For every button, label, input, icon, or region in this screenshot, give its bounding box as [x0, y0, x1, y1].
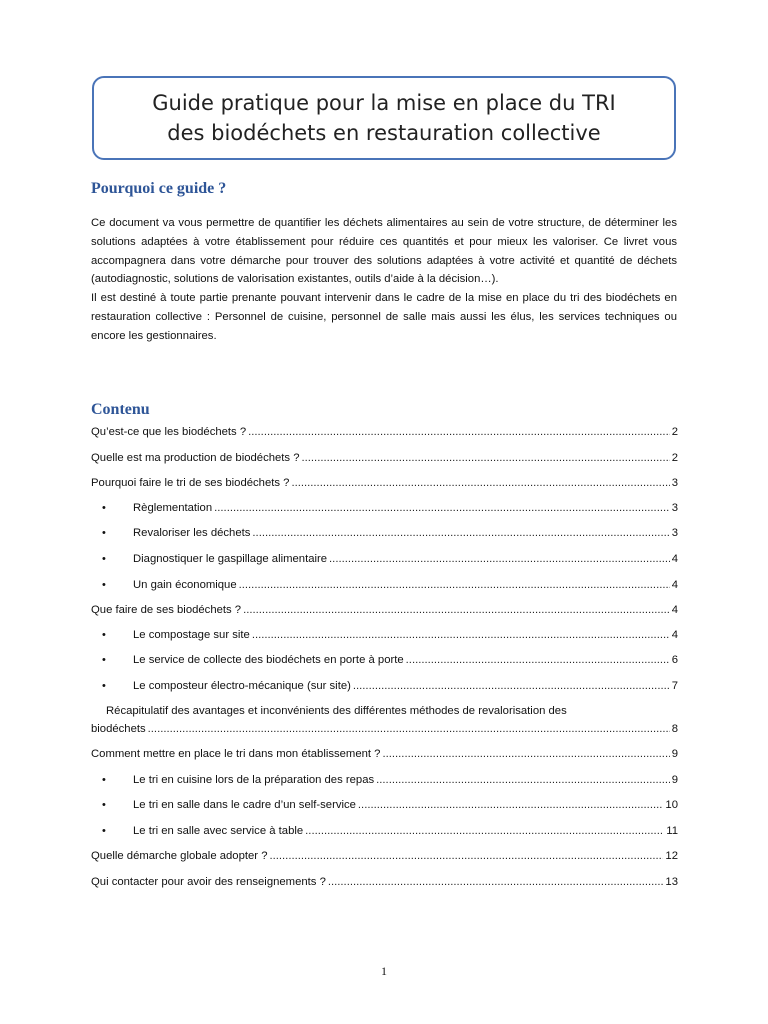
bullet-icon: • [102, 579, 106, 591]
toc-leader [305, 822, 664, 840]
toc-leader [406, 651, 670, 669]
toc-entry-label: Revaloriser les déchets [133, 527, 251, 539]
toc-leader [353, 677, 670, 695]
toc-entry[interactable] [91, 847, 678, 865]
intro-paragraph: Ce document va vous permettre de quantifier les déchets alimentaires au sein de votre structure, de déterminer les solutions adaptées à votre établissement pour réduire ces quantités et pour mieux les valoriser. Ce livret vous accompagnera dans votre démarche pour trouver des solutions adaptées à votre activité et quantité de déchets (autodiagnostic, solutions de valorisation existantes, outils d’aide à la décision…). [91, 217, 677, 286]
intro-paragraph: Il est destiné à toute partie prenante pouvant intervenir dans le cadre de la mise en place du tri des biodéchets en restauration collective : Personnel de cuisine, personnel de salle mais aussi les élus, les services techniques ou encore les gestionnaires. [91, 292, 677, 342]
bullet-icon: • [102, 654, 106, 666]
toc-entry[interactable] [91, 474, 678, 492]
toc-page-number: 6 [671, 654, 678, 666]
bullet-icon: • [102, 799, 106, 811]
toc-entry-label: biodéchets [91, 723, 146, 735]
toc-entry-label: Que faire de ses biodéchets ? [91, 604, 242, 616]
bullet-icon: • [102, 553, 106, 565]
toc-entry-label-line-1[interactable]: Récapitulatif des avantages et inconvénients des différentes méthodes de revalorisation des [106, 705, 567, 717]
document-title-line-2: des biodéchets en restauration collective [167, 121, 601, 145]
toc-entry-label: Le tri en salle avec service à table [133, 825, 304, 837]
toc-leader [358, 796, 664, 814]
toc-sub-entry[interactable] [102, 524, 678, 542]
toc-page-number: 3 [671, 477, 678, 489]
bullet-icon: • [102, 774, 106, 786]
toc-entry-label: Le tri en salle dans le cadre d’un self-service [133, 799, 356, 811]
toc-leader [382, 745, 669, 763]
intro-text [91, 214, 677, 346]
toc-page-number: 11 [666, 825, 678, 837]
toc-leader [239, 576, 670, 594]
toc-sub-entry[interactable] [102, 796, 678, 814]
toc-page-number: 10 [665, 799, 678, 811]
toc-sub-entry[interactable] [102, 771, 678, 789]
bullet-icon: • [102, 527, 106, 539]
toc-page-number: 7 [671, 680, 678, 692]
toc-entry-label: Le service de collecte des biodéchets en porte à porte [133, 654, 404, 666]
toc-entry-label: Diagnostiquer le gaspillage alimentaire [133, 553, 328, 565]
toc-page-number: 13 [665, 876, 678, 888]
toc-leader [252, 524, 669, 542]
toc-page-number: 4 [671, 553, 678, 565]
toc-entry-label: Qu’est-ce que les biodéchets ? [91, 426, 247, 438]
toc-leader [148, 720, 670, 738]
toc-sub-entry[interactable] [102, 822, 678, 840]
toc-leader [291, 474, 669, 492]
toc-leader [214, 499, 670, 517]
toc-leader [328, 873, 664, 891]
bullet-icon: • [102, 825, 106, 837]
toc-entry-label: Pourquoi faire le tri de ses biodéchets ? [91, 477, 290, 489]
toc-entry-label: Le tri en cuisine lors de la préparation des repas [133, 774, 375, 786]
toc-page-number: 8 [671, 723, 678, 735]
toc-leader [329, 550, 670, 568]
toc-page-number: 2 [671, 452, 678, 464]
document-title-line-1: Guide pratique pour la mise en place du TRI [152, 91, 616, 115]
page-number: 1 [381, 964, 387, 978]
toc-sub-entry[interactable] [102, 499, 678, 517]
toc-page-number: 9 [671, 748, 678, 760]
toc-entry-label: Le composteur électro-mécanique (sur site) [133, 680, 351, 692]
toc-sub-entry[interactable] [102, 626, 678, 644]
toc-page-number: 12 [665, 850, 678, 862]
toc-page-number: 4 [671, 629, 678, 641]
toc-page-number: 2 [671, 426, 678, 438]
bullet-icon: • [102, 680, 106, 692]
toc-sub-entry[interactable] [102, 677, 678, 695]
toc-leader [302, 449, 670, 467]
toc-entry-label: Un gain économique [133, 579, 237, 591]
toc-entry-label: Qui contacter pour avoir des renseignements ? [91, 876, 326, 888]
toc-entry-label: Règlementation [133, 502, 213, 514]
toc-page-number: 4 [671, 604, 678, 616]
toc-entry[interactable] [91, 423, 678, 441]
toc-page-number: 3 [671, 502, 678, 514]
toc-entry-label: Comment mettre en place le tri dans mon établissement ? [91, 748, 381, 760]
bullet-icon: • [102, 629, 106, 641]
toc-entry[interactable] [91, 449, 678, 467]
toc-entry-label: Le compostage sur site [133, 629, 250, 641]
why-heading: Pourquoi ce guide ? [91, 180, 227, 197]
toc-entry[interactable] [91, 873, 678, 891]
toc-leader [243, 601, 670, 619]
toc-leader [376, 771, 670, 789]
toc-leader [269, 847, 663, 865]
toc-entry-label: Quelle démarche globale adopter ? [91, 850, 268, 862]
toc-page-number: 3 [671, 527, 678, 539]
toc-page-number: 9 [671, 774, 678, 786]
toc-leader [248, 423, 670, 441]
toc-sub-entry[interactable] [102, 550, 678, 568]
toc-entry[interactable] [91, 601, 678, 619]
toc-entry[interactable] [91, 720, 678, 738]
toc-entry-label: Quelle est ma production de biodéchets ? [91, 452, 300, 464]
toc-sub-entry[interactable] [102, 576, 678, 594]
toc-sub-entry[interactable] [102, 651, 678, 669]
title-box [92, 76, 676, 160]
bullet-icon: • [102, 502, 106, 514]
toc-entry[interactable] [91, 745, 678, 763]
toc-leader [252, 626, 670, 644]
toc-page-number: 4 [671, 579, 678, 591]
toc-heading: Contenu [91, 401, 150, 418]
